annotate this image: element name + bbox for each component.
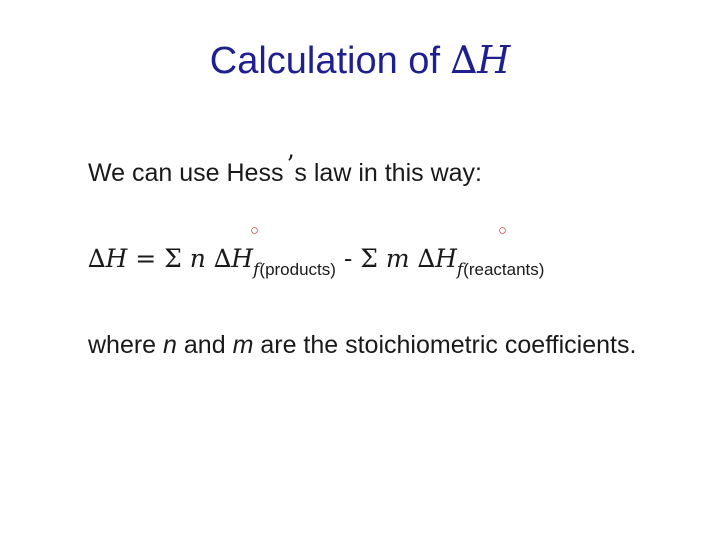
eq-delta-3: ∆ <box>417 244 436 273</box>
eq-sigma-2: Σ <box>360 244 378 273</box>
title-delta: ∆ <box>450 38 478 82</box>
eq-h-3: H <box>435 244 457 273</box>
standard-degree-icon-1: ○ <box>250 222 260 239</box>
hess-law-line <box>88 150 482 188</box>
note-m: m <box>232 331 254 359</box>
eq-minus: - <box>335 244 361 273</box>
coefficients-note <box>88 330 648 360</box>
eq-h-1: H <box>105 244 128 273</box>
note-text-3: are the stoichiometric coefficients. <box>253 331 637 359</box>
eq-f-1: f <box>253 260 260 280</box>
eq-delta-2: ∆ <box>213 244 232 273</box>
note-n: n <box>163 331 177 359</box>
eq-sub-products: (products) <box>259 260 336 279</box>
eq-h-2: H <box>231 244 254 273</box>
apostrophe: ’ <box>286 150 295 179</box>
eq-delta-1: ∆ <box>88 244 106 273</box>
eq-subscript-products <box>253 260 336 279</box>
eq-sigma-1: Σ <box>164 244 182 273</box>
title-text: Calculation of <box>209 40 451 82</box>
eq-m: m <box>385 244 410 273</box>
note-text-2: and <box>176 331 233 359</box>
hess-text-after: s law in this way: <box>294 159 482 187</box>
eq-equals: = <box>127 244 165 273</box>
standard-degree-icon-2: ○ <box>498 222 508 239</box>
eq-sub-reactants: (reactants) <box>463 260 545 279</box>
hess-text-before: We can use Hess <box>88 159 284 187</box>
eq-f-2: f <box>456 260 464 280</box>
slide-title <box>0 38 720 83</box>
title-h: H <box>477 38 511 82</box>
enthalpy-equation <box>88 244 545 280</box>
note-text-1: where <box>88 331 164 359</box>
eq-subscript-reactants <box>457 260 545 279</box>
eq-n: n <box>189 244 206 273</box>
